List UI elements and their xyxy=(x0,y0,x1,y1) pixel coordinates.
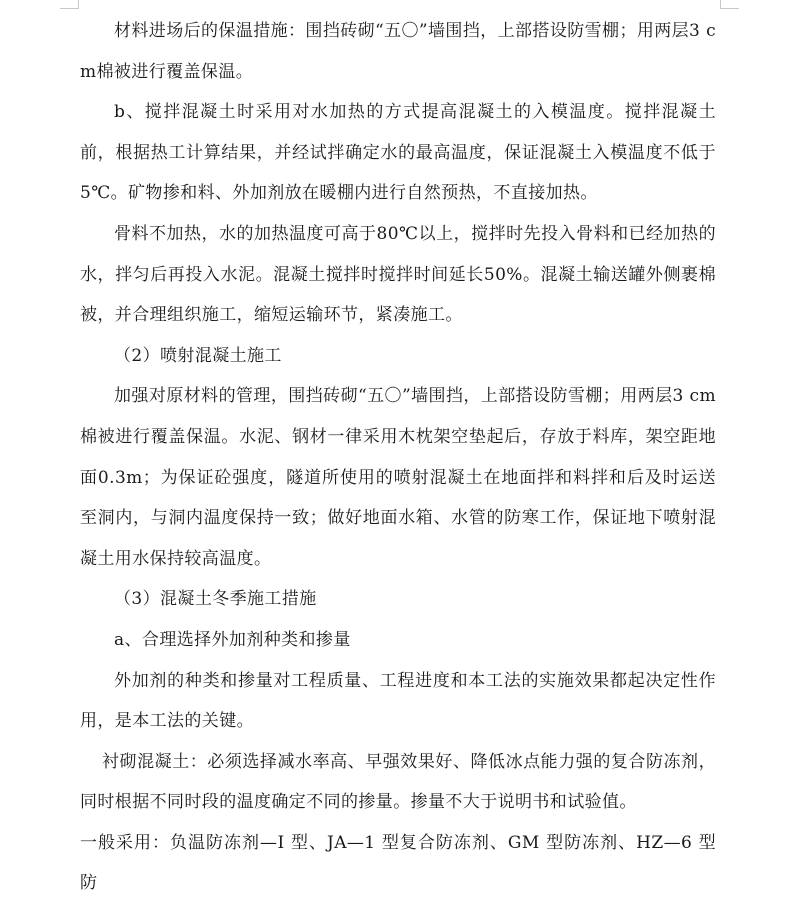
document-body xyxy=(80,0,716,904)
paragraph-water-heating: b、搅拌混凝土时采用对水加热的方式提高混凝土的入模温度。搅拌混凝土前，根据热工计算结果，并经试拌确定水的最高温度，保证混凝土入模温度不低于5℃。矿物掺和料、外加剂放在暖棚内进行自然预热，不直接加热。 xyxy=(80,102,716,204)
paragraph-lining-concrete: 衬砌混凝土：必须选择减水率高、早强效果好、降低冰点能力强的复合防冻剂，同时根据不同时段的温度确定不同的掺量。掺量不大于说明书和试验值。 xyxy=(80,751,716,813)
paragraph-general-usage: 一般采用：负温防冻剂—I 型、JA—1 型复合防冻剂、GM 型防冻剂、HZ—6 型防 xyxy=(80,832,716,894)
heading-winter-concrete-measures: （3）混凝土冬季施工措施 xyxy=(114,589,317,610)
heading-admixture-selection: a、合理选择外加剂种类和掺量 xyxy=(114,629,351,650)
heading-shotcrete-construction: （2）喷射混凝土施工 xyxy=(114,345,282,366)
page-corner-mark-right xyxy=(720,0,739,9)
paragraph-raw-material-management: 加强对原材料的管理，围挡砖砌“五〇”墙围挡，上部搭设防雪棚；用两层3 cm棉被进行覆盖保温。水泥、钢材一律采用木枕架空垫起后，存放于料库，架空距地面0.3m；为保证砼强度，隧道所使用的喷射混凝土在地面拌和料拌和后及时运送至洞内，与洞内温度保持一致；做好地面水箱、水管的防寒工作，保证地下喷射混凝土用水保持较高温度。 xyxy=(80,386,716,569)
paragraph-insulation-measures: 材料进场后的保温措施：围挡砖砌“五〇”墙围挡，上部搭设防雪棚；用两层3 cm棉被进行覆盖保温。 xyxy=(80,21,716,82)
paragraph-admixture-importance: 外加剂的种类和掺量对工程质量、工程进度和本工法的实施效果都起决定性作用，是本工法的关键。 xyxy=(80,670,716,732)
page-corner-mark-left xyxy=(60,0,79,9)
paragraph-aggregate-heating: 骨料不加热，水的加热温度可高于80℃以上，搅拌时先投入骨料和已经加热的水，拌匀后再投入水泥。混凝土搅拌时搅拌时间延长50%。混凝土输送罐外侧裹棉被，并合理组织施工，缩短运输环节，紧凑施工。 xyxy=(80,223,716,326)
